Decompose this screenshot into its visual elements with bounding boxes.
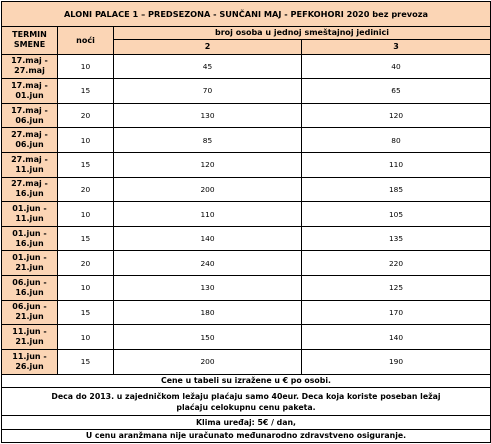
price-2-persons: 110	[114, 202, 302, 227]
price-2-persons: 85	[114, 128, 302, 153]
table-row	[2, 54, 491, 79]
term-cell	[2, 202, 58, 227]
note-prices: Cene u tabeli su izražene u € po osobi.	[2, 374, 491, 387]
term-cell	[2, 153, 58, 178]
term-from: 01.jun -	[12, 253, 47, 263]
term-cell	[2, 349, 58, 374]
price-table-body	[2, 2, 491, 375]
price-3-persons: 120	[302, 103, 491, 128]
term-header	[2, 26, 58, 54]
price-2-persons: 200	[114, 177, 302, 202]
term-from: 11.jun -	[12, 327, 47, 337]
term-cell	[2, 128, 58, 153]
term-from: 17.maj -	[11, 105, 48, 115]
price-3-persons: 170	[302, 300, 491, 325]
table-row	[2, 276, 491, 301]
price-2-persons: 240	[114, 251, 302, 276]
nights-cell: 20	[58, 177, 114, 202]
term-cell	[2, 300, 58, 325]
term-from: 11.jun -	[12, 351, 47, 361]
price-3-persons: 140	[302, 325, 491, 350]
nights-cell: 10	[58, 325, 114, 350]
nights-cell: 10	[58, 128, 114, 153]
table-row	[2, 202, 491, 227]
note-children-line1: Deca do 2013. u zajedničkom ležaju plaćaju samo 40eur. Deca koja koriste poseban ležaj	[51, 391, 441, 401]
term-from: 01.jun -	[12, 228, 47, 238]
term-cell	[2, 251, 58, 276]
term-from: 17.maj -	[11, 56, 48, 66]
price-table	[1, 1, 491, 443]
term-to: 16.jun	[15, 287, 44, 297]
price-2-persons: 120	[114, 153, 302, 178]
notes-section	[2, 374, 491, 442]
term-to: 21.jun	[15, 263, 44, 273]
term-cell	[2, 325, 58, 350]
term-to: 21.jun	[15, 312, 44, 322]
persons-3-header: 3	[302, 40, 491, 55]
term-cell	[2, 79, 58, 104]
table-row	[2, 177, 491, 202]
term-cell	[2, 177, 58, 202]
table-row	[2, 103, 491, 128]
term-to: 11.jun	[15, 164, 44, 174]
price-2-persons: 70	[114, 79, 302, 104]
term-to: 11.jun	[15, 214, 44, 224]
price-3-persons: 80	[302, 128, 491, 153]
note-children-line2: plaćaju celokupnu cenu paketa.	[176, 402, 316, 412]
term-header-line1: TERMIN	[12, 30, 47, 40]
nights-cell: 10	[58, 202, 114, 227]
table-row	[2, 300, 491, 325]
term-cell	[2, 54, 58, 79]
term-to: 21.jun	[15, 337, 44, 347]
term-from: 27.maj -	[11, 154, 48, 164]
note-air-conditioning: Klima uređaj: 5€ / dan,	[2, 416, 491, 429]
price-2-persons: 140	[114, 226, 302, 251]
table-row	[2, 349, 491, 374]
term-cell	[2, 276, 58, 301]
table-row	[2, 153, 491, 178]
nights-cell: 10	[58, 276, 114, 301]
price-3-persons: 135	[302, 226, 491, 251]
nights-header: noći	[58, 26, 114, 54]
term-cell	[2, 103, 58, 128]
price-3-persons: 125	[302, 276, 491, 301]
nights-cell: 15	[58, 153, 114, 178]
nights-cell: 15	[58, 349, 114, 374]
note-insurance: U cenu aranžmana nije uračunato međunarodno zdravstveno osiguranje.	[2, 429, 491, 442]
price-3-persons: 110	[302, 153, 491, 178]
term-from: 06.jun -	[12, 277, 47, 287]
price-3-persons: 40	[302, 54, 491, 79]
term-to: 26.jun	[15, 361, 44, 371]
table-row	[2, 79, 491, 104]
nights-cell: 20	[58, 103, 114, 128]
persons-2-header: 2	[114, 40, 302, 55]
table-row	[2, 251, 491, 276]
table-row	[2, 325, 491, 350]
nights-cell: 15	[58, 79, 114, 104]
term-to: 16.jun	[15, 189, 44, 199]
nights-cell: 10	[58, 54, 114, 79]
term-from: 17.maj -	[11, 80, 48, 90]
term-to: 06.jun	[15, 115, 44, 125]
table-row	[2, 226, 491, 251]
nights-cell: 15	[58, 226, 114, 251]
table-row	[2, 128, 491, 153]
term-cell	[2, 226, 58, 251]
term-to: 16.jun	[15, 238, 44, 248]
price-2-persons: 200	[114, 349, 302, 374]
price-2-persons: 130	[114, 103, 302, 128]
price-2-persons: 180	[114, 300, 302, 325]
price-2-persons: 130	[114, 276, 302, 301]
nights-cell: 20	[58, 251, 114, 276]
price-3-persons: 185	[302, 177, 491, 202]
price-3-persons: 190	[302, 349, 491, 374]
term-from: 01.jun -	[12, 204, 47, 214]
term-from: 06.jun -	[12, 302, 47, 312]
table-title: ALONI PALACE 1 – PREDSEZONA - SUNČANI MAJ - PEFKOHORI 2020 bez prevoza	[2, 2, 491, 27]
nights-cell: 15	[58, 300, 114, 325]
price-2-persons: 45	[114, 54, 302, 79]
term-to: 01.jun	[15, 90, 44, 100]
term-from: 27.maj -	[11, 179, 48, 189]
term-header-line2: SMENE	[13, 40, 46, 50]
persons-header: broj osoba u jednoj smeštajnoj jedinici	[114, 26, 491, 39]
price-2-persons: 150	[114, 325, 302, 350]
price-3-persons: 220	[302, 251, 491, 276]
term-to: 27.maj	[14, 66, 45, 76]
price-3-persons: 105	[302, 202, 491, 227]
term-from: 27.maj -	[11, 130, 48, 140]
term-to: 06.jun	[15, 140, 44, 150]
price-3-persons: 65	[302, 79, 491, 104]
note-children	[2, 388, 491, 416]
